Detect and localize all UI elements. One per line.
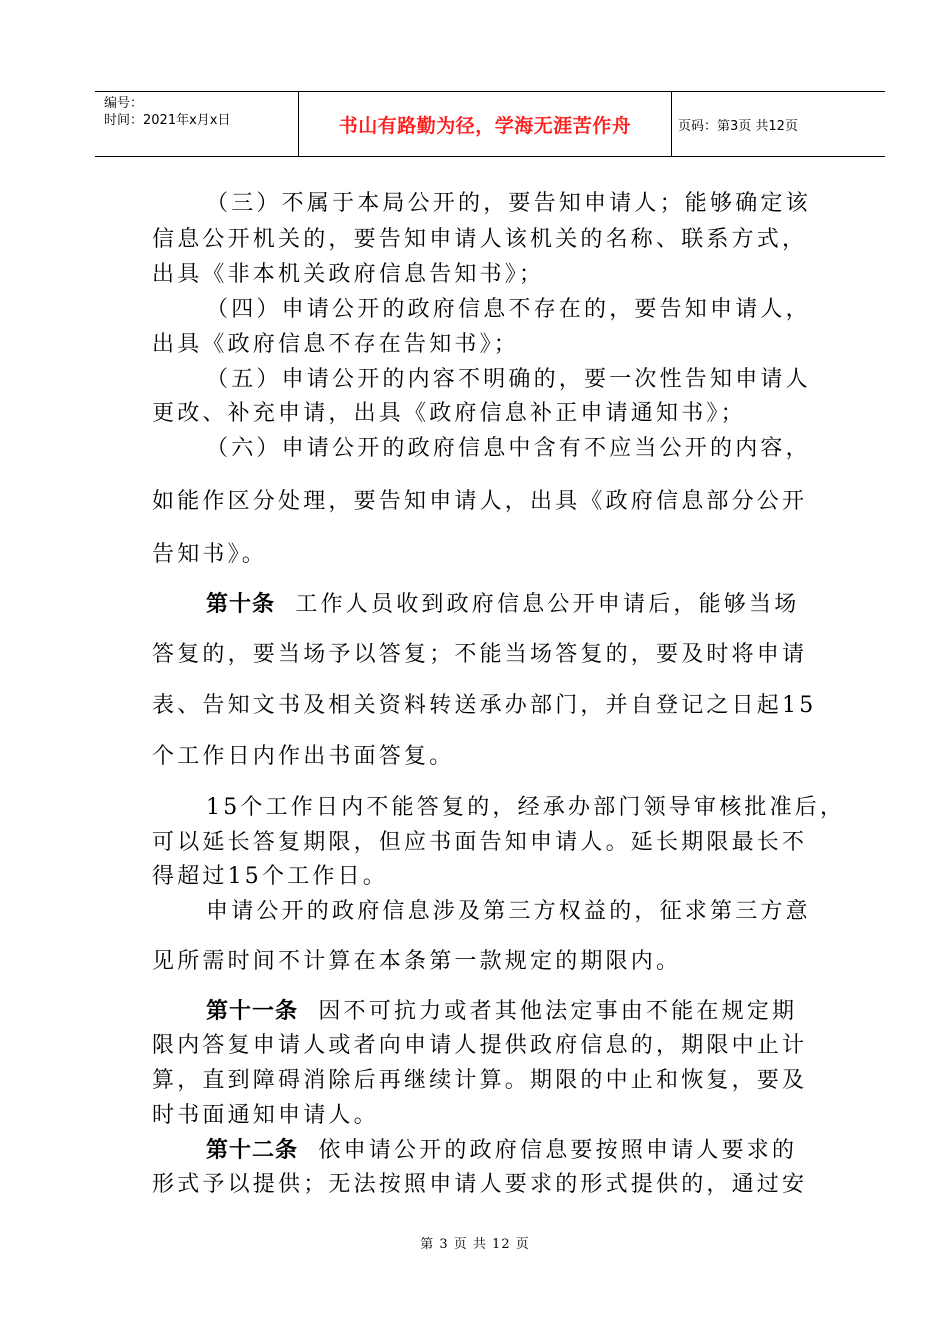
text-line: 答复的，要当场予以答复；不能当场答复的，要及时将申请: [152, 642, 808, 667]
text-line: 形式予以提供；无法按照申请人要求的形式提供的，通过安: [152, 1172, 808, 1197]
header-meta: [95, 92, 298, 156]
document-header: [95, 91, 885, 157]
text-line: 时书面通知申请人。: [152, 1103, 379, 1128]
article-12-line: 第十二条 依申请公开的政府信息要按照申请人要求的: [206, 1138, 798, 1163]
article-10-line: 第十条 工作人员收到政府信息公开申请后，能够当场: [206, 592, 800, 617]
text-line: （三）不属于本局公开的，要告知申请人；能够确定该: [206, 191, 811, 216]
article-11-label: 第十一条: [206, 999, 299, 1024]
text-line: （六）申请公开的政府信息中含有不应当公开的内容，: [206, 436, 811, 461]
article-12-label: 第十二条: [206, 1138, 299, 1163]
text-line: 算，直到障碍消除后再继续计算。期限的中止和恢复，要及: [152, 1068, 808, 1093]
text-line: 更改、补充申请，出具《政府信息补正申请通知书》；: [152, 401, 746, 426]
text-line: 信息公开机关的，要告知申请人该机关的名称、联系方式，: [152, 227, 808, 252]
text-line: （五）申请公开的内容不明确的，要一次性告知申请人: [206, 367, 811, 392]
time-label: 时间：2021年x月x日: [104, 113, 231, 128]
text-line: 表、告知文书及相关资料转送承办部门，并自登记之日起15: [152, 693, 817, 718]
text-line: 见所需时间不计算在本条第一款规定的期限内。: [152, 949, 682, 974]
text-line: 15个工作日内不能答复的，经承办部门领导审核批准后，: [206, 795, 846, 820]
header-motto: 书山有路勤为径，学海无涯苦作舟: [298, 92, 672, 156]
text-line: 出具《政府信息不存在告知书》；: [152, 332, 520, 357]
page-footer: 第 3 页 共 12 页: [420, 1237, 530, 1252]
text-line: 告知书》。: [152, 542, 268, 567]
number-label: 编号：: [104, 96, 144, 111]
text-line: 得超过15个工作日。: [152, 864, 388, 889]
article-10-label: 第十条: [206, 592, 276, 617]
header-page-info: 页码：第3页 共12页: [678, 118, 798, 134]
text-line: 可以延长答复期限，但应书面告知申请人。延长期限最长不: [152, 830, 808, 855]
text-line: 如能作区分处理，要告知申请人，出具《政府信息部分公开: [152, 489, 808, 514]
text-line: 申请公开的政府信息涉及第三方权益的，征求第三方意: [206, 899, 811, 924]
article-11-line: 第十一条 因不可抗力或者其他法定事由不能在规定期: [206, 999, 798, 1024]
text-line: 出具《非本机关政府信息告知书》；: [152, 262, 545, 287]
text-line: （四）申请公开的政府信息不存在的，要告知申请人，: [206, 297, 811, 322]
text-line: 个工作日内作出书面答复。: [152, 744, 455, 769]
text-line: 限内答复申请人或者向申请人提供政府信息的，期限中止计: [152, 1033, 808, 1058]
